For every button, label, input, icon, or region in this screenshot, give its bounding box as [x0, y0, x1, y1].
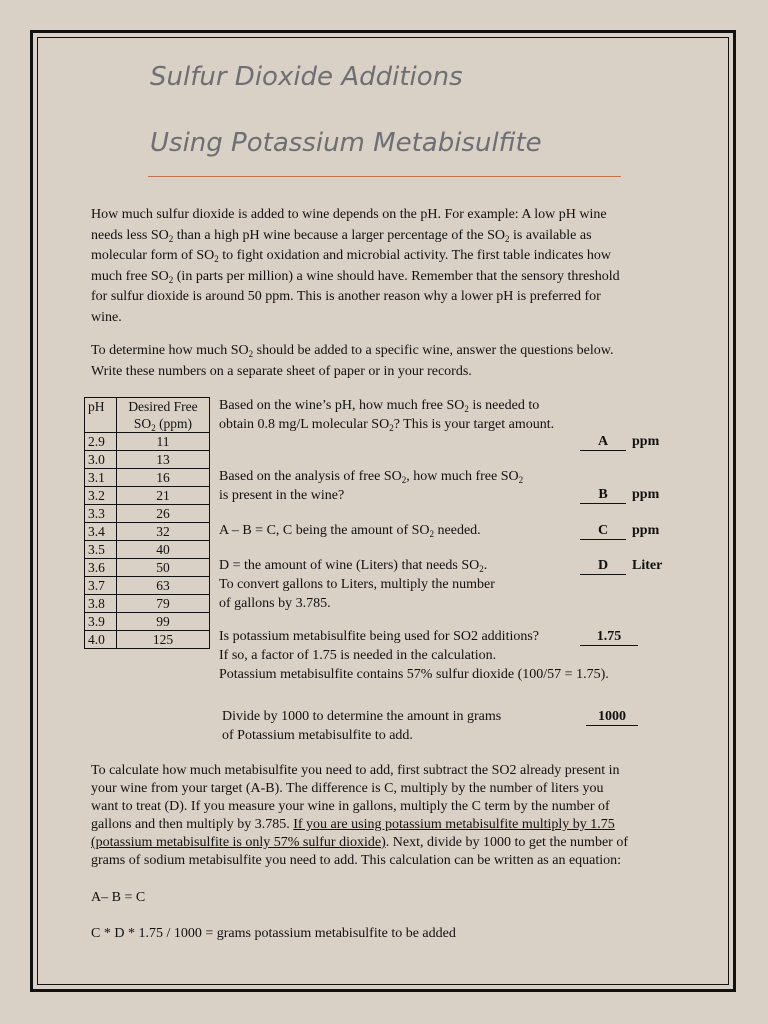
so2-cell: 125 — [117, 631, 210, 649]
answer-d-unit: Liter — [632, 558, 663, 573]
question-c: A – B = C, C being the amount of $SO_2$ needed. — [219, 523, 481, 539]
answer-b-unit: ppm — [632, 487, 660, 502]
answer-a-blank: A — [580, 434, 626, 451]
equation-subtraction: A– B = C — [91, 890, 146, 905]
table-row — [85, 487, 210, 505]
ph-cell: 3.8 — [85, 595, 117, 613]
so2-column-header: Desired Free $SO_2$ (ppm) — [117, 398, 210, 433]
ph-cell: 3.6 — [85, 559, 117, 577]
question-divide: Divide by 1000 to determine the amount in grams of Potassium metabisulfite to add. — [222, 709, 502, 743]
answer-a-unit: ppm — [632, 434, 660, 449]
ph-so2-table — [84, 397, 210, 649]
answer-b-blank: B — [580, 487, 626, 504]
table-row — [85, 559, 210, 577]
ph-column-header: pH — [85, 398, 117, 433]
table-row — [85, 541, 210, 559]
so2-cell: 26 — [117, 505, 210, 523]
answer-b — [580, 485, 659, 504]
ph-cell: 3.1 — [85, 469, 117, 487]
table-row — [85, 469, 210, 487]
intro-paragraph: How much sulfur dioxide is added to wine depends on the pH. For example: A low pH wine needs less $SO_2$ than a high pH wine because a larger percentage of the $SO_2$ is available as molecular form of $SO_2$ to fight oxidation and microbial activity. The first table indicates how much free $SO_2$ (in parts per million) a wine should have. Remember that the sensory threshold for sulfur dioxide is around 50 ppm. This is another reason why a lower pH is preferred for wine. — [91, 207, 620, 325]
so2-cell: 21 — [117, 487, 210, 505]
question-a: Based on the wine’s pH, how much free $SO_2$ is needed to obtain 0.8 mg/L molecular $SO_2$? This is your target amount. — [219, 398, 555, 433]
calculation-paragraph: To calculate how much metabisulfite you need to add, first subtract the SO2 already present in your wine from your target (A-B). The difference is C, multiply by the number of liters you want to treat (D). If you measure your wine in gallons, multiply the C term by the number of gallons and then multiply by 3.785. If you are using potassium metabisulfite multiply by 1.75 (potassium metabisulfite is only 57% sulfur dioxide). Next, divide by 1000 to get the number of grams of sodium metabisulfite you need to add. This calculation can be written as an equation: — [91, 763, 628, 868]
equation-grams: C * D * 1.75 / 1000 = grams potassium metabisulfite to be added — [91, 926, 456, 941]
question-d: D = the amount of wine (Liters) that needs $SO_2$. To convert gallons to Liters, multiply the number of gallons by 3.785. — [219, 558, 495, 611]
ph-cell: 2.9 — [85, 433, 117, 451]
ph-cell: 3.5 — [85, 541, 117, 559]
ph-cell: 3.0 — [85, 451, 117, 469]
ph-cell: 3.7 — [85, 577, 117, 595]
ph-cell: 3.3 — [85, 505, 117, 523]
so2-cell: 13 — [117, 451, 210, 469]
page-subtitle: Using Potassium Metabisulfite — [150, 128, 542, 158]
ph-cell: 3.9 — [85, 613, 117, 631]
table-row — [85, 451, 210, 469]
so2-cell: 11 — [117, 433, 210, 451]
answer-a — [580, 432, 659, 451]
table-row — [85, 613, 210, 631]
ph-cell: 3.2 — [85, 487, 117, 505]
answer-c-unit: ppm — [632, 523, 660, 538]
so2-cell: 79 — [117, 595, 210, 613]
ph-cell: 3.4 — [85, 523, 117, 541]
answer-d — [580, 556, 662, 575]
answer-c-blank: C — [580, 523, 626, 540]
so2-cell: 99 — [117, 613, 210, 631]
so2-cell: 40 — [117, 541, 210, 559]
answer-divisor-value: 1000 — [586, 709, 638, 726]
so2-cell: 32 — [117, 523, 210, 541]
table-row — [85, 577, 210, 595]
table-header-row — [85, 398, 210, 433]
table-row — [85, 505, 210, 523]
so2-cell: 63 — [117, 577, 210, 595]
question-b: Based on the analysis of free $SO_2$, how much free $SO_2$ is present in the wine? — [219, 469, 524, 503]
answer-divide — [586, 707, 638, 726]
answer-c — [580, 521, 659, 540]
table-row — [85, 631, 210, 649]
page-title: Sulfur Dioxide Additions — [150, 62, 463, 92]
so2-cell: 50 — [117, 559, 210, 577]
ph-cell: 4.0 — [85, 631, 117, 649]
answer-factor-value: 1.75 — [580, 629, 638, 646]
instructions-paragraph: To determine how much $SO_2$ should be added to a specific wine, answer the questions below. Write these numbers on a separate sheet of paper or in your records. — [91, 343, 614, 379]
title-divider — [148, 176, 621, 177]
table-row — [85, 595, 210, 613]
table-row — [85, 523, 210, 541]
question-potassium-factor: Is potassium metabisulfite being used for SO2 additions? If so, a factor of 1.75 is needed in the calculation. Potassium metabisulfite contains 57% sulfur dioxide (100/57 = 1.75). — [219, 629, 609, 682]
answer-potassium-factor — [580, 627, 638, 646]
so2-cell: 16 — [117, 469, 210, 487]
table-row — [85, 433, 210, 451]
answer-d-blank: D — [580, 558, 626, 575]
